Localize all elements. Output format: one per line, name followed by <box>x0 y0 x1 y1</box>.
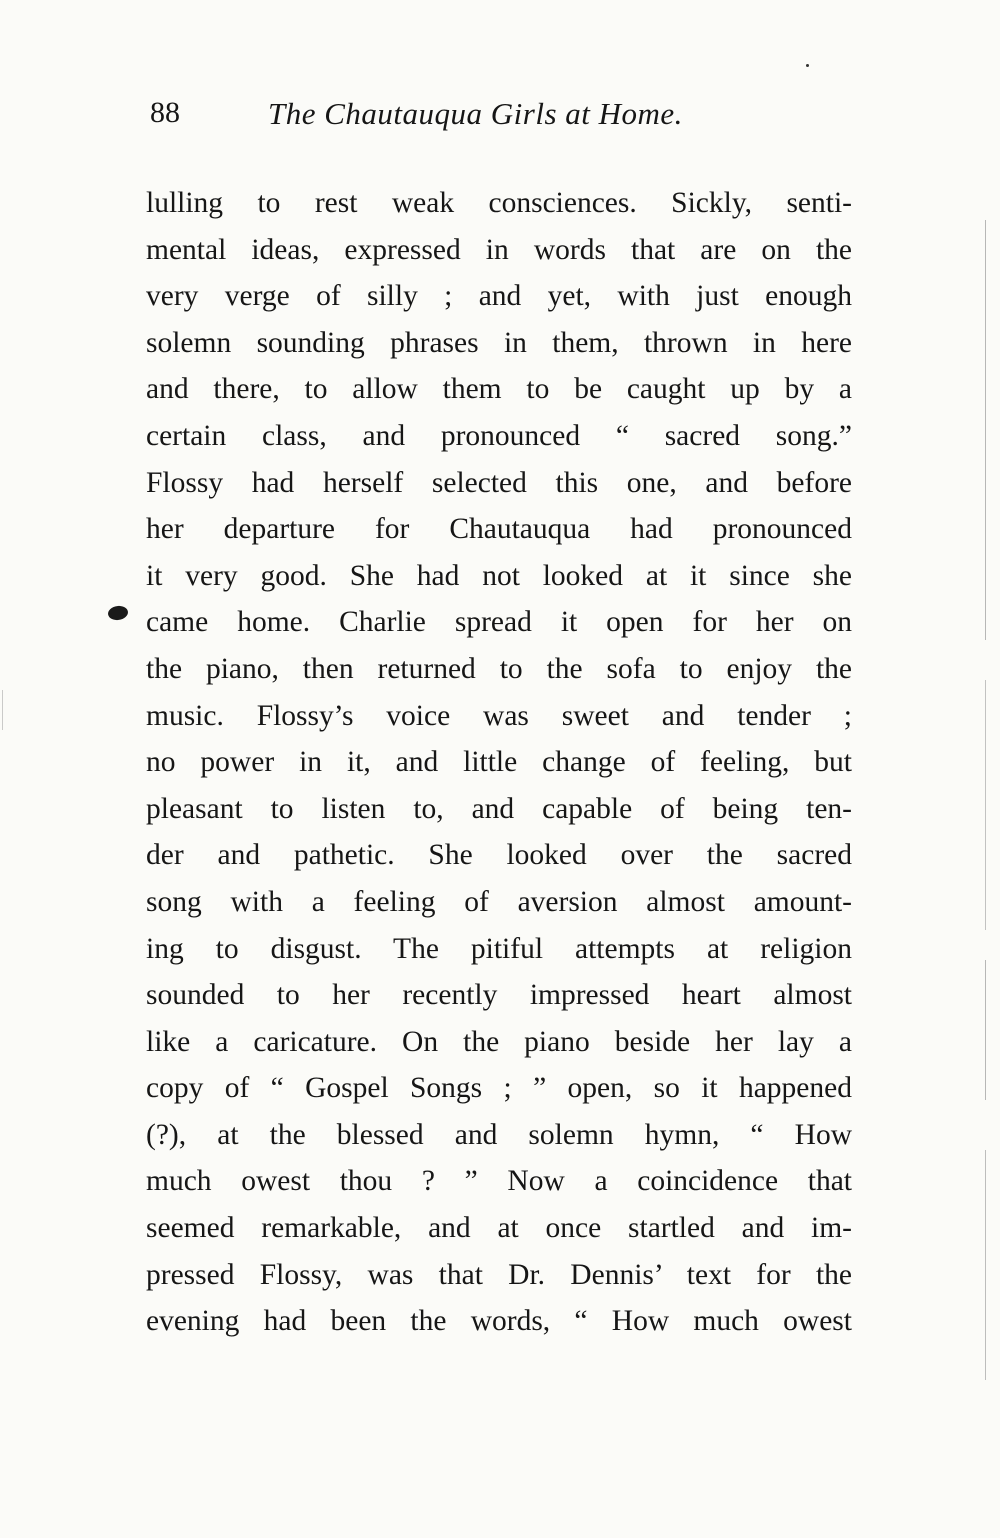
text-line: much owest thou ? ” Now a coincidence that <box>146 1165 852 1198</box>
page-header <box>150 96 850 140</box>
body-text <box>146 180 852 1345</box>
running-title: The Chautauqua Girls at Home. <box>268 96 683 131</box>
text-line: certain class, and pronounced “ sacred song.” <box>146 419 852 452</box>
text-line: music. Flossy’s voice was sweet and tender ; <box>146 699 852 732</box>
text-line: der and pathetic. She looked over the sacred <box>146 839 852 872</box>
text-line: pleasant to listen to, and capable of being ten- <box>146 792 852 825</box>
text-line: evening had been the words, “ How much owest <box>146 1305 852 1338</box>
text-line: ing to disgust. The pitiful attempts at religion <box>146 932 852 965</box>
margin-ink-mark <box>107 605 129 622</box>
text-line: no power in it, and little change of feeling, but <box>146 746 852 779</box>
scan-edge-line <box>985 960 986 1100</box>
text-line: the piano, then returned to the sofa to enjoy the <box>146 652 852 685</box>
text-line: like a caricature. On the piano beside her lay a <box>146 1025 852 1058</box>
text-line: Flossy had herself selected this one, and before <box>146 466 852 499</box>
text-line: and there, to allow them to be caught up by a <box>146 373 852 406</box>
text-line: (?), at the blessed and solemn hymn, “ How <box>146 1118 852 1151</box>
text-line: sounded to her recently impressed heart almost <box>146 979 852 1012</box>
scan-edge-line <box>985 680 986 930</box>
text-line: her departure for Chautauqua had pronounced <box>146 513 852 546</box>
text-line: copy of “ Gospel Songs ; ” open, so it happened <box>146 1072 852 1105</box>
text-line: mental ideas, expressed in words that are on the <box>146 233 852 266</box>
text-line: very verge of silly ; and yet, with just enough <box>146 280 852 313</box>
text-line: solemn sounding phrases in them, thrown in here <box>146 326 852 359</box>
text-line: lulling to rest weak consciences. Sickly, senti- <box>146 187 852 219</box>
text-line: pressed Flossy, was that Dr. Dennis’ text for the <box>146 1258 852 1291</box>
ink-speck <box>806 64 809 67</box>
text-line: it very good. She had not looked at it since she <box>146 559 852 592</box>
scan-edge-line <box>985 1150 986 1380</box>
scan-edge-line <box>2 690 3 730</box>
text-line: song with a feeling of aversion almost amount- <box>146 885 852 918</box>
text-line: came home. Charlie spread it open for her on <box>146 606 852 639</box>
page-number: 88 <box>150 96 180 129</box>
text-line: seemed remarkable, and at once startled and im- <box>146 1212 852 1245</box>
scan-edge-line <box>985 220 986 640</box>
